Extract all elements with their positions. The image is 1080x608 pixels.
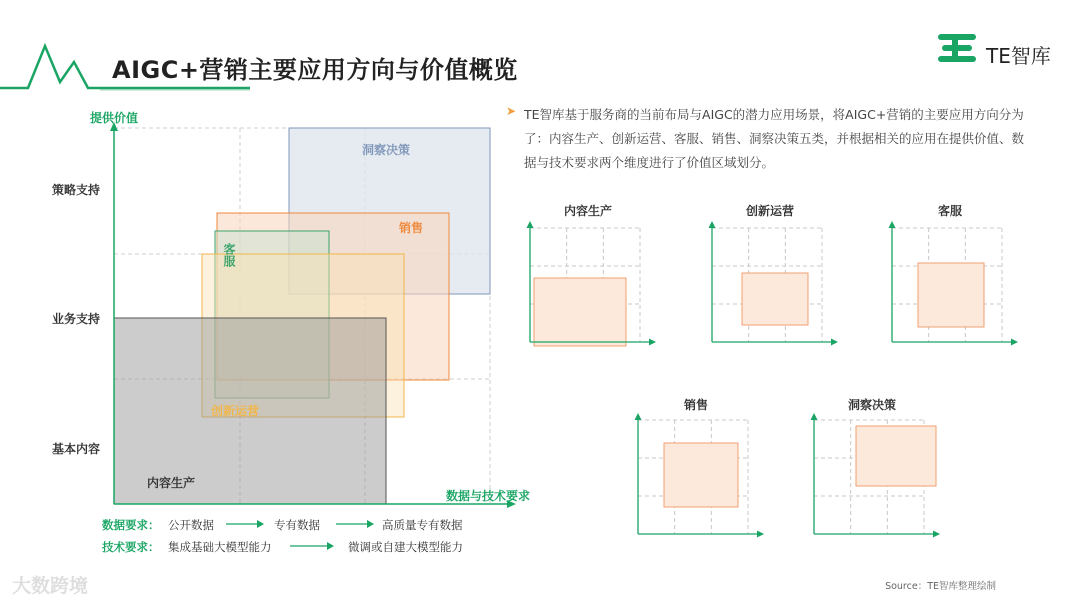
page-title: AIGC+营销主要应用方向与价值概览 <box>112 56 518 84</box>
x-axis-label: 数据与技术要求 <box>446 489 531 503</box>
arrow-icon <box>290 541 336 551</box>
label-insight: 洞察决策 <box>362 143 411 157</box>
arrow-icon <box>336 519 376 529</box>
arrow-icon <box>226 519 266 529</box>
legend-data-step-3: 高质量专有数据 <box>382 518 463 532</box>
y-level-strategy: 策略支持 <box>52 183 101 197</box>
bullet-arrow-icon: ➤ <box>506 104 517 118</box>
label-sales: 销售 <box>399 221 424 235</box>
watermark-text: 大数跨境 <box>12 575 89 597</box>
mini-chart-content <box>520 218 660 350</box>
legend-tech-step-2: 微调或自建大模型能力 <box>348 540 463 554</box>
mini-chart-innovation <box>702 218 842 350</box>
label-service: 客服 <box>222 243 236 267</box>
mini-title-innovation: 创新运营 <box>745 204 794 218</box>
mini-chart-service <box>882 218 1022 350</box>
label-innovation: 创新运营 <box>211 404 260 418</box>
value-matrix-chart <box>100 118 520 518</box>
legend-tech-key: 技术要求： <box>102 540 160 554</box>
y-level-business: 业务支持 <box>52 312 101 326</box>
legend-data-key: 数据要求： <box>102 518 160 532</box>
mini-chart-insight <box>804 410 944 542</box>
mini-title-content: 内容生产 <box>563 204 612 218</box>
mini-title-sales: 销售 <box>683 398 708 412</box>
legend-data-step-1: 公开数据 <box>168 518 214 532</box>
legend-tech-step-1: 集成基础大模型能力 <box>168 540 272 554</box>
y-level-basic: 基本内容 <box>52 442 101 456</box>
legend-data-step-2: 专有数据 <box>274 518 320 532</box>
description-text: TE智库基于服务商的当前布局与AIGC的潜力应用场景，将AIGC+营销的主要应用方向分为了：内容生产、创新运营、客服、销售、洞察决策五类，并根据相关的应用在提供价值、数据与技术要求两个维度进行了价值区域划分。 <box>524 107 1025 170</box>
logo-text: TE智库 <box>986 44 1051 68</box>
mini-title-service: 客服 <box>937 204 962 218</box>
source-note: Source：TE智库整理绘制 <box>885 581 996 592</box>
mini-chart-sales <box>628 410 768 542</box>
label-content: 内容生产 <box>147 476 196 490</box>
mini-title-insight: 洞察决策 <box>847 398 896 412</box>
te-logo-icon <box>938 34 982 68</box>
y-axis-label: 提供价值 <box>90 111 139 125</box>
